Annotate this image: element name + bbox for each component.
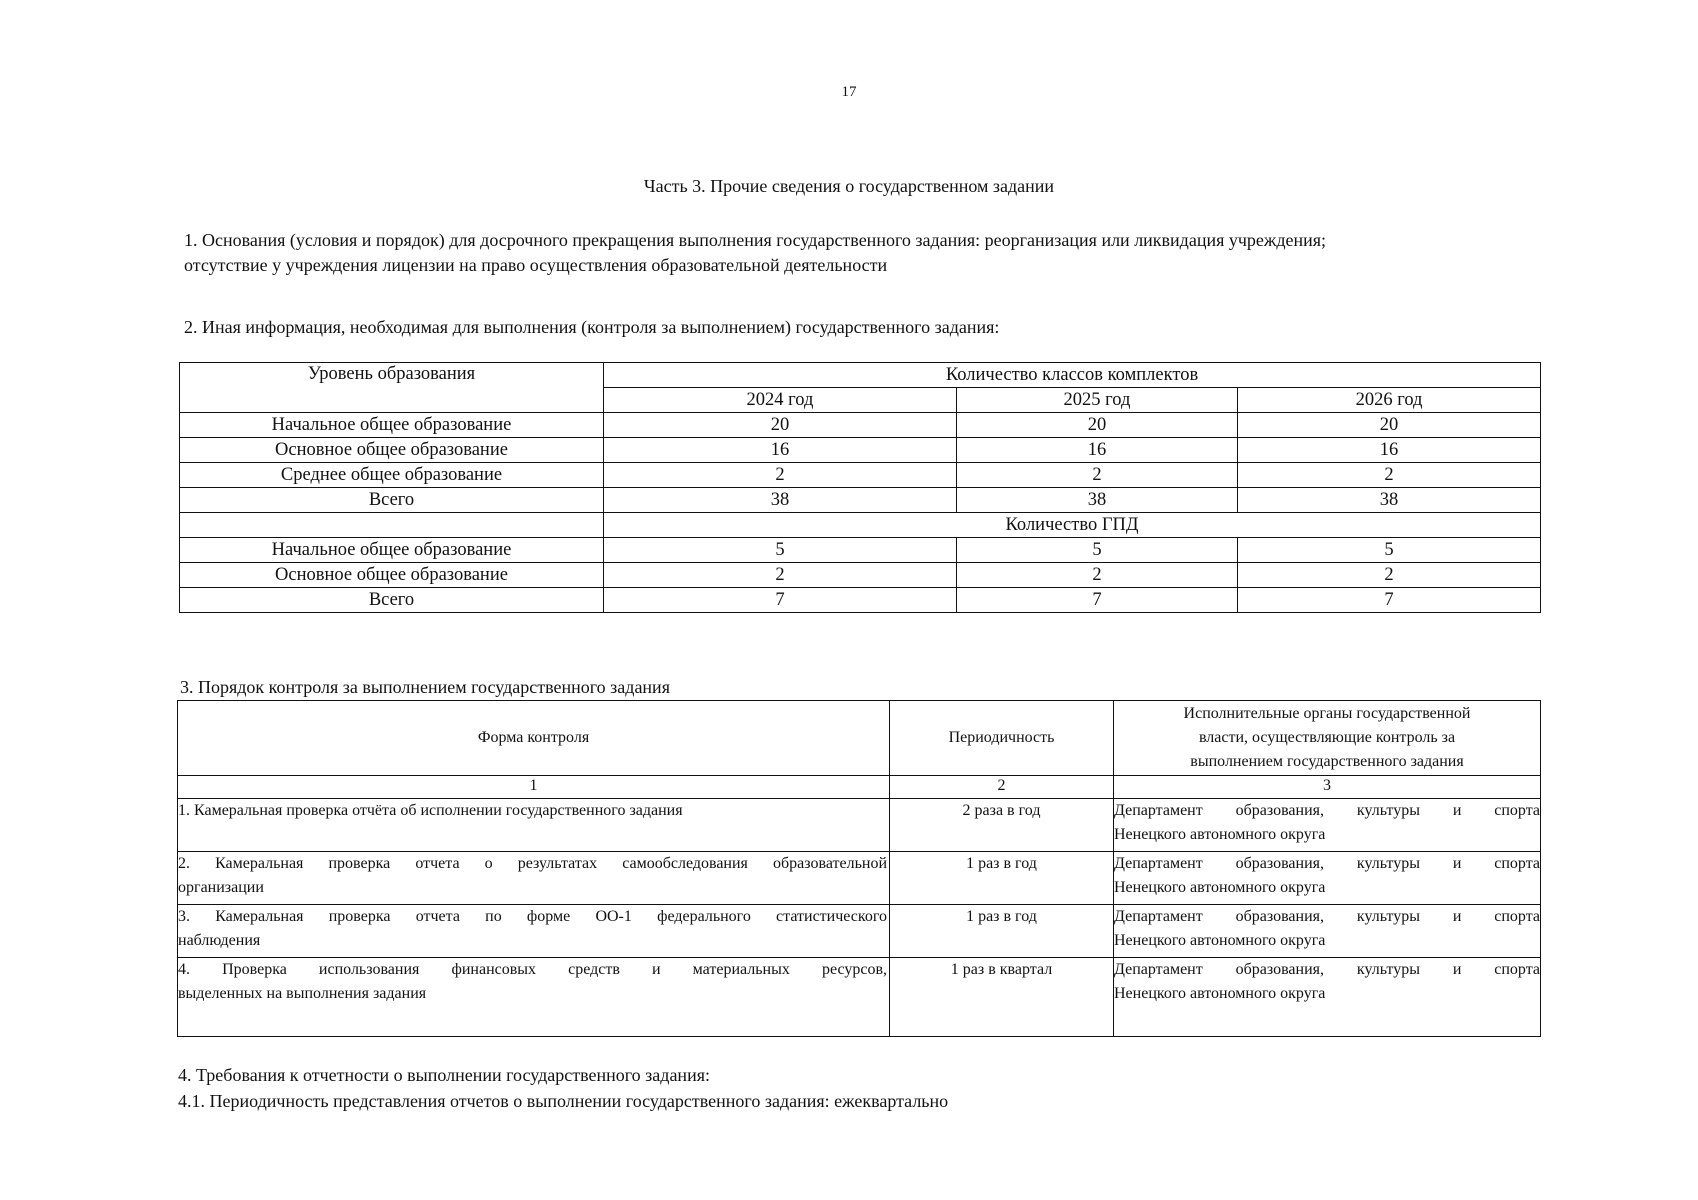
control-form-line: 3. Камеральная проверка отчета по форме ОО-1 федерального статистического (178, 908, 887, 925)
education-level: Всего (180, 488, 604, 513)
authority-line: Департамент образования, культуры и спорта (1114, 961, 1540, 978)
control-form (178, 958, 890, 1037)
classes-count-header: Количество классов комплектов (604, 363, 1541, 388)
table-row (180, 463, 1541, 488)
table-cell: 2 (604, 563, 957, 588)
year-header: 2025 год (957, 388, 1238, 413)
authority-line: Департамент образования, культуры и спорта (1114, 855, 1540, 872)
authority (1114, 958, 1541, 1037)
education-level-header: Уровень образования (180, 363, 604, 413)
table-row (178, 905, 1541, 958)
form-of-control-header: Форма контроля (178, 701, 890, 776)
table-row (180, 588, 1541, 613)
section-2-text: 2. Иная информация, необходимая для выполнения (контроля за выполнением) государственного задания: (184, 317, 1000, 337)
empty-cell (180, 513, 604, 538)
authority-line: Департамент образования, культуры и спорта (1114, 908, 1540, 925)
section-4-1-text: 4.1. Периодичность представления отчетов о выполнении государственного задания: ежеквартально (178, 1091, 949, 1111)
table-header-row (180, 363, 1541, 388)
periodicity: 1 раз в год (890, 905, 1114, 958)
table-row (180, 438, 1541, 463)
table-cell: 5 (604, 538, 957, 563)
table-row (180, 538, 1541, 563)
part-title: Часть 3. Прочие сведения о государственном задании (643, 176, 1055, 196)
table-cell: 7 (604, 588, 957, 613)
authority (1114, 852, 1541, 905)
control-form-line: организации (178, 879, 264, 896)
table-cell: 2 (957, 563, 1238, 588)
control-form (178, 799, 890, 852)
table-row (180, 413, 1541, 438)
authority-line: Ненецкого автономного округа (1114, 879, 1326, 896)
gpd-header-row (180, 513, 1541, 538)
column-number: 1 (178, 776, 890, 799)
section-1-line-1: 1. Основания (условия и порядок) для досрочного прекращения выполнения государственного задания: реорганизация или ликвидация учреждения; (184, 230, 1327, 250)
education-level: Начальное общее образование (180, 413, 604, 438)
authority-line: Ненецкого автономного округа (1114, 826, 1326, 843)
gpd-count-header: Количество ГПД (604, 513, 1541, 538)
table-cell: 20 (604, 413, 957, 438)
authorities-header-line: власти, осуществляющие контроль за (1198, 729, 1456, 746)
authority (1114, 799, 1541, 852)
control-form (178, 852, 890, 905)
authorities-header (1114, 701, 1541, 776)
periodicity: 1 раз в квартал (890, 958, 1114, 1037)
table-cell: 5 (957, 538, 1238, 563)
table-cell: 20 (1238, 413, 1541, 438)
authorities-header-line: выполнением государственного задания (1190, 753, 1464, 770)
table-row (178, 958, 1541, 1037)
education-level: Среднее общее образование (180, 463, 604, 488)
table-header-row (178, 701, 1541, 776)
table-cell: 38 (957, 488, 1238, 513)
control-form-line: 4. Проверка использования финансовых средств и материальных ресурсов, (178, 961, 887, 978)
control-form-line: выделенных на выполнения задания (178, 985, 427, 1002)
table-cell: 2 (1238, 563, 1541, 588)
authority-line: Ненецкого автономного округа (1114, 985, 1326, 1002)
authorities-header-line: Исполнительные органы государственной (1183, 705, 1471, 722)
section-1-line-2: отсутствие у учреждения лицензии на право осуществления образовательной деятельности (184, 255, 888, 275)
column-number: 2 (890, 776, 1114, 799)
table-row (178, 799, 1541, 852)
control-form-line: 1. Камеральная проверка отчёта об исполнении государственного задания (178, 802, 683, 819)
class-count-table (179, 362, 1541, 613)
table-cell: 2 (604, 463, 957, 488)
education-level: Основное общее образование (180, 563, 604, 588)
control-form (178, 905, 890, 958)
table-cell: 5 (1238, 538, 1541, 563)
table-cell: 16 (957, 438, 1238, 463)
control-form-line: 2. Камеральная проверка отчета о результатах самообследования образовательной (178, 855, 887, 872)
table-cell: 16 (1238, 438, 1541, 463)
table-cell: 16 (604, 438, 957, 463)
table-cell: 38 (1238, 488, 1541, 513)
page-number: 17 (841, 84, 857, 100)
periodicity-header: Периодичность (890, 701, 1114, 776)
table-cell: 38 (604, 488, 957, 513)
table-cell: 2 (1238, 463, 1541, 488)
table-row (180, 488, 1541, 513)
education-level: Основное общее образование (180, 438, 604, 463)
periodicity: 2 раза в год (890, 799, 1114, 852)
authority-line: Ненецкого автономного округа (1114, 932, 1326, 949)
table-cell: 20 (957, 413, 1238, 438)
section-3-title: 3. Порядок контроля за выполнением государственного задания (180, 677, 670, 697)
education-level: Начальное общее образование (180, 538, 604, 563)
section-4-title: 4. Требования к отчетности о выполнении государственного задания: (178, 1065, 710, 1085)
control-form-line: наблюдения (178, 932, 261, 949)
table-cell: 7 (957, 588, 1238, 613)
periodicity: 1 раз в год (890, 852, 1114, 905)
column-numbers-row (178, 776, 1541, 799)
education-level: Всего (180, 588, 604, 613)
authority-line: Департамент образования, культуры и спорта (1114, 802, 1540, 819)
table-cell: 2 (957, 463, 1238, 488)
table-row (178, 852, 1541, 905)
column-number: 3 (1114, 776, 1541, 799)
year-header: 2024 год (604, 388, 957, 413)
year-header: 2026 год (1238, 388, 1541, 413)
table-cell: 7 (1238, 588, 1541, 613)
table-row (180, 563, 1541, 588)
authority (1114, 905, 1541, 958)
control-procedure-table (177, 700, 1541, 1037)
